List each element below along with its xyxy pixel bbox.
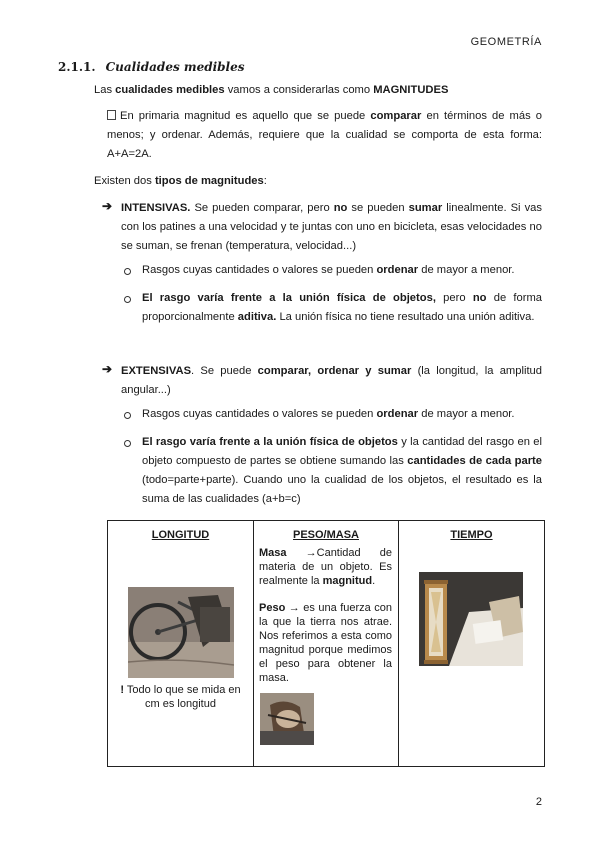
sub2-bold-no: no [472,292,487,304]
hollow-circle-bullet-icon [124,268,131,275]
ext-sub2-text: y la cantidad del rasgo en el objeto compuesto de partes se obtiene sumando las [142,436,542,467]
longitud-caption [112,683,249,711]
extensivas-label: EXTENSIVAS [121,365,192,377]
intensivas-bold-no: no [333,202,348,214]
intensivas-sub1 [142,261,542,280]
hollow-circle-bullet-icon [124,412,131,419]
extensivas-text: . Se puede [191,365,258,377]
hollow-circle-bullet-icon [124,440,131,447]
ext-sub2-bold: El rasgo varía frente a la unión física de objetos [142,436,398,448]
magnitudes-table [107,520,545,767]
intensivas-text-3: linealmente. Si vas con los patines a una velocidad y te juntas con uno en bicicleta, esas velocidades no se suman, se frenan (temperatura, velocidad...) [121,202,542,252]
sub2-bold-aditiva: aditiva. [237,311,277,323]
right-arrow-icon: ➔ [102,199,113,213]
masa-definition [259,546,392,588]
ext-sub2-text-2: (todo=parte+parte). Cuando uno la cualidad de los objetos, el resultado es la suma de las cualidades (a+b=c) [142,474,542,505]
extensivas-paragraph [121,362,542,400]
extensivas-sub1 [142,405,542,424]
longitud-caption-text: Todo lo que se mida en cm es longitud [124,684,241,710]
peso-definition [259,601,392,685]
sub2-text: pero [435,292,473,304]
ext-sub1-text: Rasgos cuyas cantidades o valores se pueden [142,408,377,420]
primaria-text: En primaria magnitud es aquello que se puede [120,110,371,122]
hourglass-photo [419,572,523,666]
intensivas-label: INTENSIVAS. [121,202,191,214]
tipos-bold: tipos de magnitudes [154,175,264,187]
scale-photo [260,693,314,745]
extensivas-bold: comparar, ordenar y sumar [257,365,412,377]
intensivas-bold-sumar: sumar [408,202,443,214]
extensivas-sub2 [142,433,542,509]
intro-bold-term: cualidades medibles [115,84,225,96]
intensivas-sub2 [142,289,542,327]
ext-sub1-bold: ordenar [376,408,419,420]
exclamation-mark: ! [120,684,125,696]
sub1-bold: ordenar [376,264,419,276]
checkbox-glyph-icon [107,110,116,120]
ext-sub1-text-end: de mayor a menor. [418,408,515,420]
running-header: GEOMETRÍA [470,36,542,48]
primaria-text-end: en términos de más o menos; y ordenar. Además, requiere que la cualidad se comporta de esta forma: A+A=2A. [107,110,542,160]
tipos-paragraph [94,172,554,191]
intro-bold-magnitudes: MAGNITUDES [373,84,449,96]
longitud-header: LONGITUD [151,529,210,541]
primaria-paragraph [107,107,542,164]
intro-text-mid: vamos a considerarlas como [224,84,374,96]
bicycle-photo [128,587,234,678]
tipos-text: Existen dos [94,175,155,187]
section-number: 2.1.1. [58,60,96,74]
longitud-cell [108,521,254,767]
masa-bold-magnitud: magnitud [322,575,373,587]
intensivas-text: Se pueden comparar, pero [190,202,334,214]
tiempo-header: TIEMPO [450,529,493,541]
peso-text: → es una fuerza con la que la tierra nos atrae. Nos referimos a esta como magnitud porque medimos el peso para obtener la masa. [259,602,392,684]
intro-text: Las [94,84,116,96]
tipos-colon: : [263,175,267,187]
masa-text: →Cantidad de materia de un objeto. Es realmente la [259,547,392,587]
intro-paragraph [94,81,554,100]
section-title: Cualidades medibles [105,60,245,74]
peso-masa-header: PESO/MASA [292,529,359,541]
right-arrow-icon: ➔ [102,362,113,376]
sub2-text-2: de forma proporcionalmente [142,292,542,323]
primaria-bold: comparar [370,110,422,122]
sub1-text-end: de mayor a menor. [418,264,515,276]
sub1-text: Rasgos cuyas cantidades o valores se pueden [142,264,377,276]
intensivas-paragraph [121,199,542,256]
section-heading [58,60,245,74]
masa-end: . [372,575,376,587]
tiempo-cell [399,521,545,767]
ext-sub2-bold-2: cantidades de cada parte [407,455,543,467]
sub2-bold: El rasgo varía frente a la unión física de objetos, [142,292,436,304]
sub2-text-3: La unión física no tiene resultado una unión aditiva. [276,311,535,323]
peso-masa-cell [254,521,399,767]
peso-term: Peso [259,602,286,614]
masa-term: Masa [259,547,287,559]
extensivas-text-2: (la longitud, la amplitud angular...) [121,365,542,396]
hollow-circle-bullet-icon [124,296,131,303]
page-number: 2 [535,796,542,808]
intensivas-text-2: se pueden [347,202,409,214]
